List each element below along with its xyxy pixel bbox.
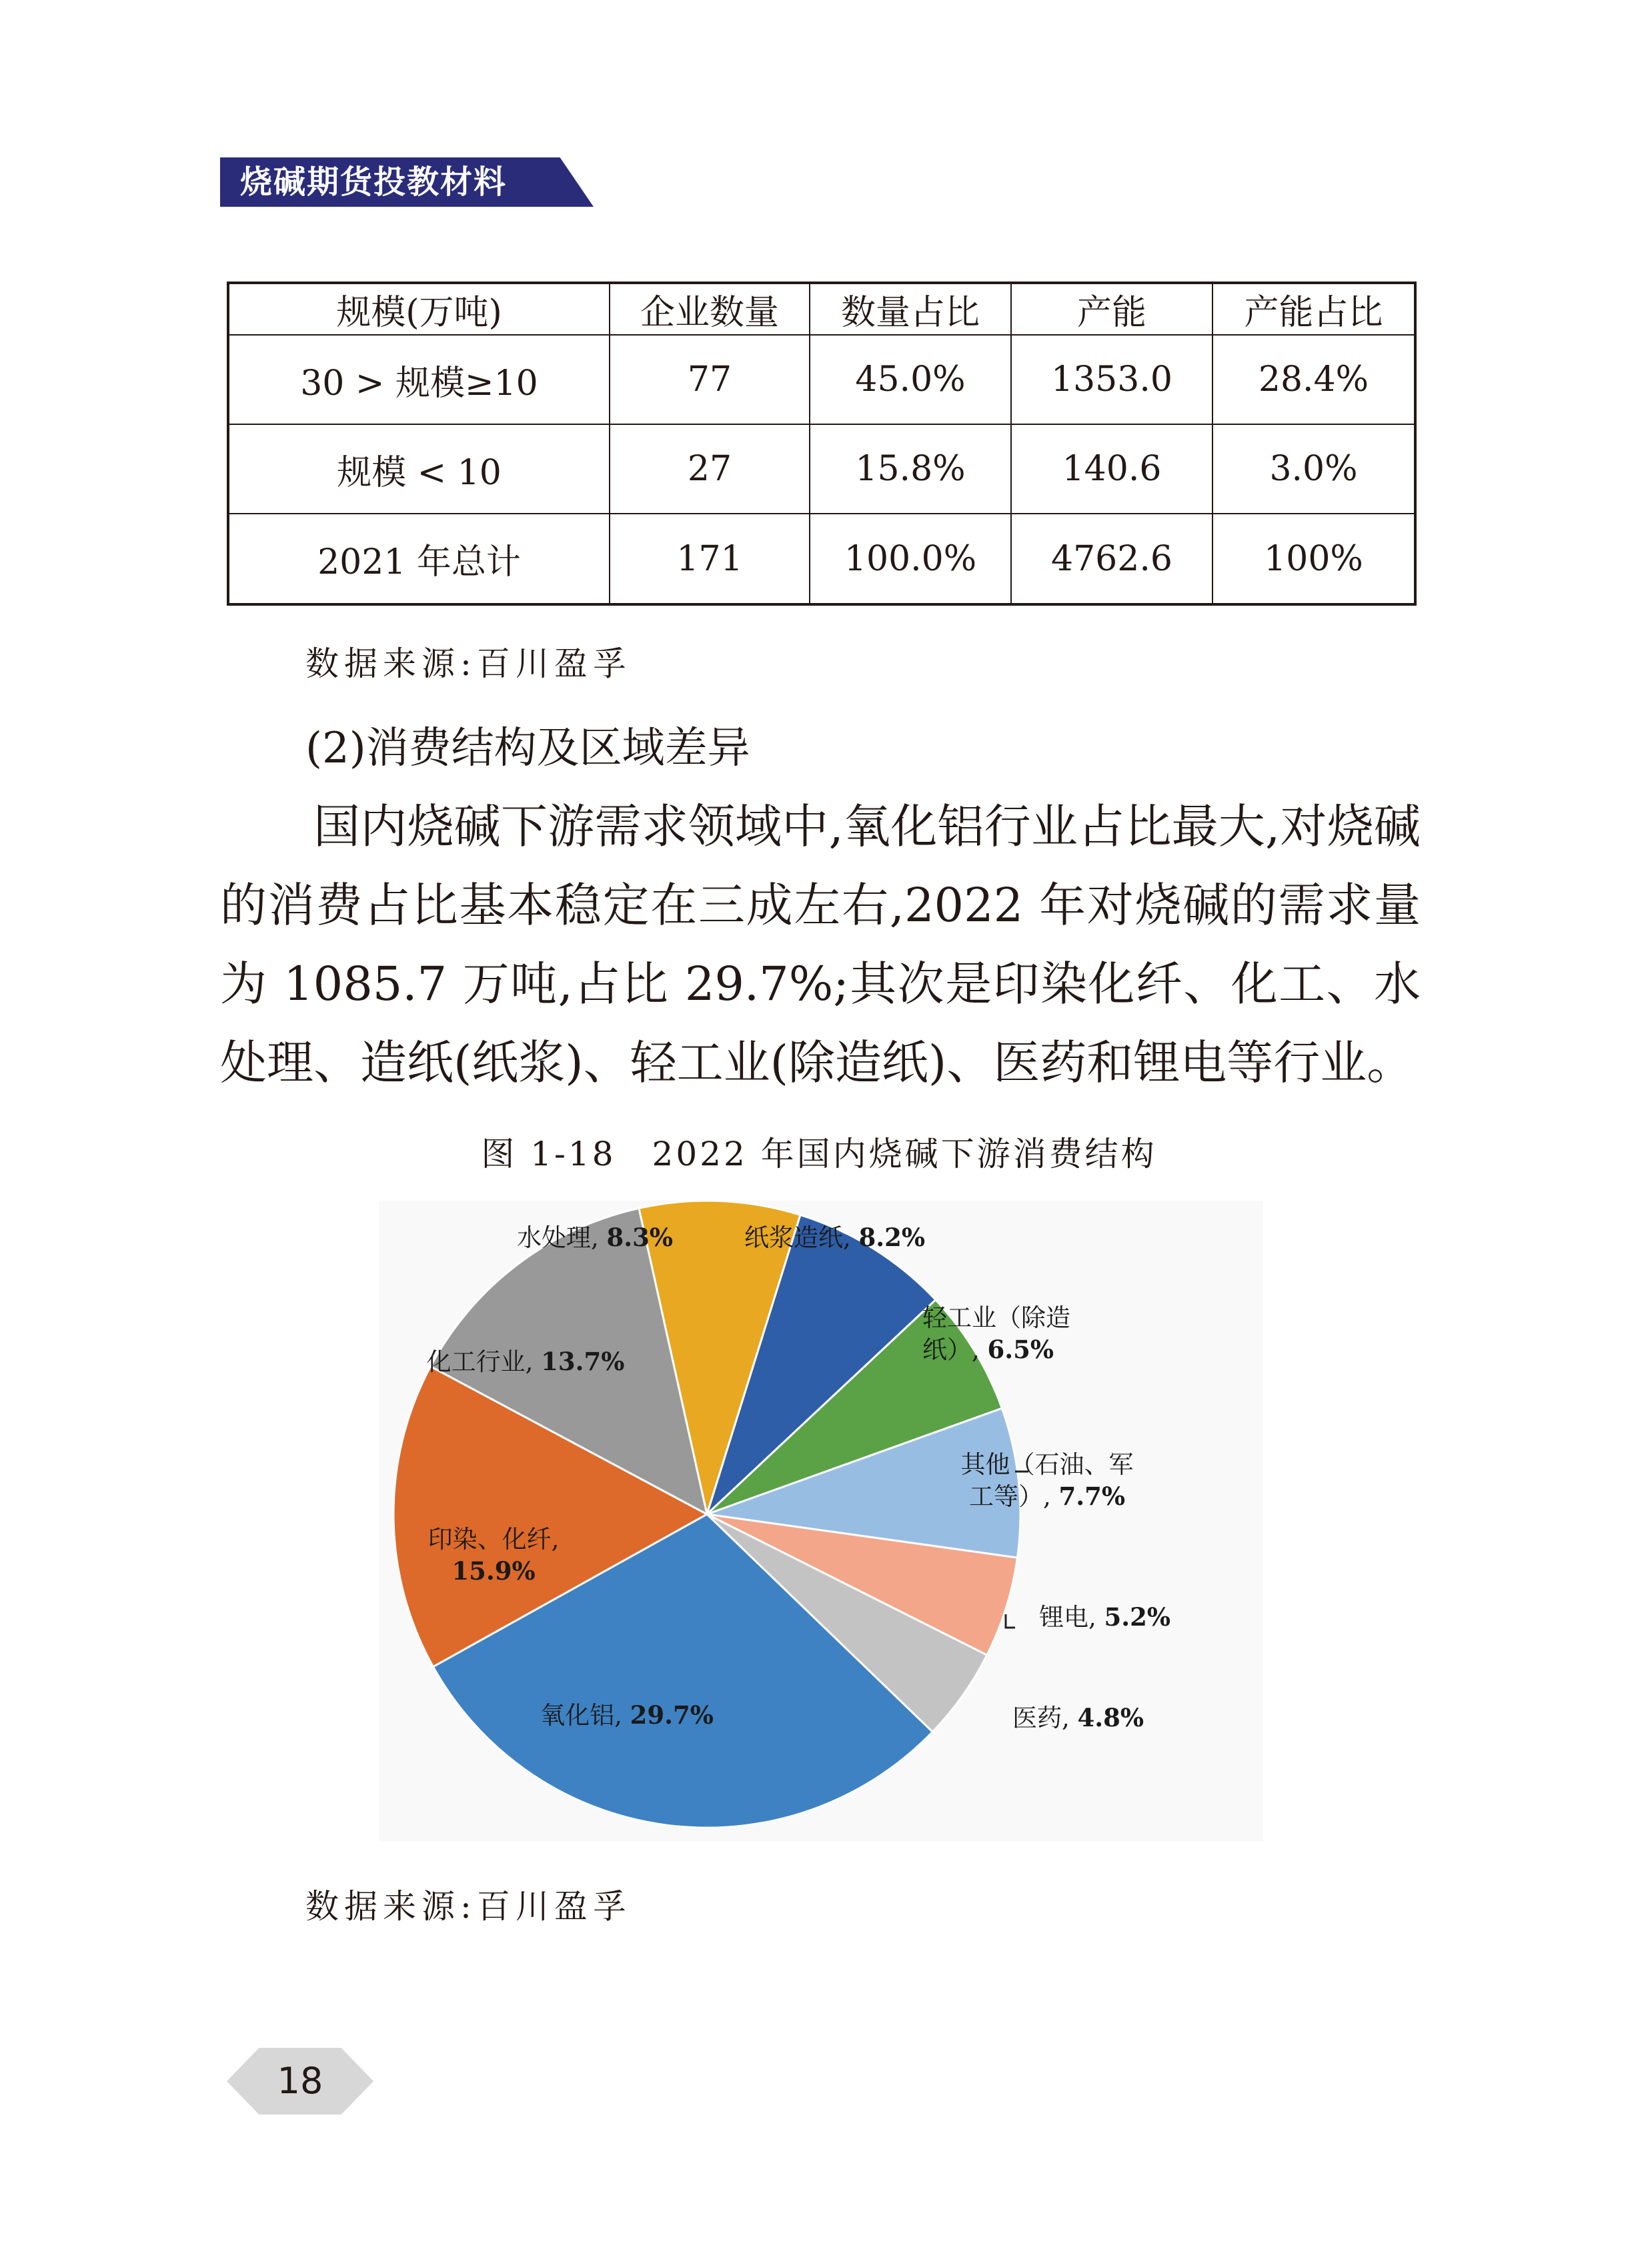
table-cell: 3.0% [1212, 424, 1415, 514]
table-cell: 77 [610, 335, 810, 424]
table-row [228, 335, 1415, 424]
table-cell: 45.0% [810, 335, 1011, 424]
table-cell: 规模 < 10 [228, 424, 610, 514]
page-number: 18 [277, 2060, 323, 2102]
pie-slice-label: 锂电, 5.2% [1039, 1602, 1171, 1632]
table-source: 数据来源:百川盈孚 [305, 644, 632, 683]
body-paragraph-block [220, 787, 1421, 1102]
chart-source: 数据来源:百川盈孚 [305, 1887, 632, 1926]
table-cell: 171 [610, 514, 810, 604]
pie-slice-label: 其他（石油、军工等）, 7.7% [960, 1450, 1134, 1511]
pie-slice-label: 印染、化纤, 15.9% [428, 1525, 560, 1586]
table-header-cell: 数量占比 [810, 283, 1011, 335]
pie-slice-label: 水处理, 8.3% [516, 1223, 674, 1252]
pie-slice-label: 医药, 4.8% [1012, 1703, 1144, 1732]
pie-chart-svg [379, 1201, 1263, 1841]
pie-slice-label: 化工行业, 13.7% [426, 1347, 625, 1376]
scale-table [227, 281, 1417, 606]
table-cell: 15.8% [810, 424, 1011, 514]
pie-slice-label: 氧化铝, 29.7% [540, 1700, 714, 1730]
header-title: 烧碱期货投教材料 [240, 163, 508, 201]
leader-line-lithium [1006, 1614, 1015, 1628]
table-cell: 2021 年总计 [228, 514, 610, 604]
table-cell: 4762.6 [1011, 514, 1212, 604]
pie-slices [393, 1201, 1020, 1828]
table-row [228, 424, 1415, 514]
table-header-cell: 产能占比 [1212, 283, 1415, 335]
pie-slice-label: 纸浆造纸, 8.2% [744, 1223, 926, 1252]
figure-caption: 图 1-18 2022 年国内烧碱下游消费结构 [481, 1135, 1157, 1173]
section-heading: (2)消费结构及区域差异 [305, 724, 750, 773]
table-cell: 140.6 [1011, 424, 1212, 514]
table-row [228, 514, 1415, 604]
table-cell: 27 [610, 424, 810, 514]
table-cell: 1353.0 [1011, 335, 1212, 424]
table-cell: 100.0% [810, 514, 1011, 604]
table-header-cell: 企业数量 [610, 283, 810, 335]
pie-slice-label: 轻工业（除造纸）, 6.5% [922, 1303, 1070, 1364]
table-header-cell: 产能 [1011, 283, 1212, 335]
table-cell: 28.4% [1212, 335, 1415, 424]
table-cell: 30 > 规模≥10 [228, 335, 610, 424]
table-header-row [228, 283, 1415, 335]
table-header-cell: 规模(万吨) [228, 283, 610, 335]
pie-chart [379, 1201, 1263, 1841]
table-cell: 100% [1212, 514, 1415, 604]
body-paragraph: 国内烧碱下游需求领域中,氧化铝行业占比最大,对烧碱的消费占比基本稳定在三成左右,2022 年对烧碱的需求量为 1085.7 万吨,占比 29.7%;其次是印染化纤、化工、水处理、造纸(纸浆)、轻工业(除造纸)、医药和锂电等行业。 [220, 799, 1421, 1090]
